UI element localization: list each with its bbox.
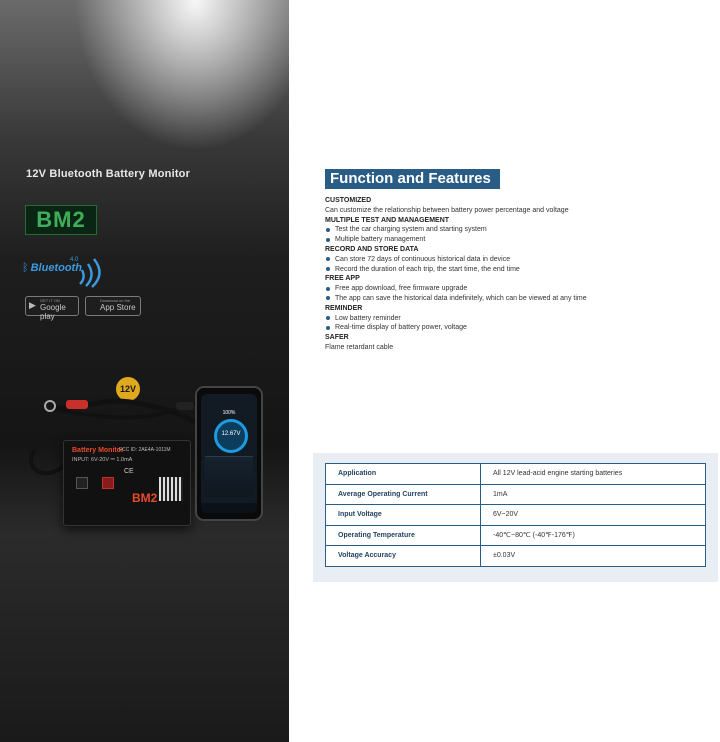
product-panel <box>0 0 289 742</box>
feature-section-title: REMINDER <box>325 304 363 312</box>
feature-bullet-item: Low battery reminder <box>325 314 715 324</box>
voltage-tag: 12V <box>116 377 140 401</box>
qr-code-icon <box>159 477 183 501</box>
spec-row <box>326 464 706 485</box>
negative-terminal-icon <box>76 477 88 489</box>
battery-monitor-device <box>63 440 191 526</box>
device-fcc: FCC ID: 2AE4A-1011M <box>119 447 171 453</box>
feature-section-title: RECORD AND STORE DATA <box>325 245 419 253</box>
feature-section-title: CUSTOMIZED <box>325 197 372 204</box>
spec-value: 1mA <box>481 484 706 505</box>
spec-row <box>326 484 706 505</box>
feature-bullet-item: Test the car charging system and starting system <box>325 225 715 235</box>
wireless-waves-icon <box>76 258 108 288</box>
spec-label: Voltage Accuracy <box>326 546 481 567</box>
spec-value: All 12V lead-acid engine starting batteries <box>481 464 706 485</box>
feature-bullet-item: Record the duration of each trip, the start time, the end time <box>325 265 715 275</box>
product-title: 12V Bluetooth Battery Monitor <box>26 168 191 180</box>
features-list <box>325 196 715 353</box>
device-model: BM2 <box>132 491 158 505</box>
feature-bullet-item: Can store 72 days of continuous historical data in device <box>325 255 715 265</box>
spec-value: 6V~20V <box>481 505 706 526</box>
voltage-graph <box>205 456 253 497</box>
feature-text: Can customize the relationship between battery power percentage and voltage <box>325 206 569 214</box>
spec-table <box>325 463 706 567</box>
device-brand: Battery Monitor <box>72 447 124 454</box>
spec-panel <box>313 453 718 582</box>
feature-section-title: FREE APP <box>325 275 360 283</box>
spec-row <box>326 546 706 567</box>
spec-label: Operating Temperature <box>326 525 481 546</box>
bluetooth-logo <box>22 262 82 274</box>
feature-bullet-item: Multiple battery management <box>325 235 715 245</box>
spec-label: Application <box>326 464 481 485</box>
google-play-badge[interactable]: ▶ GET IT ON Google play <box>25 296 79 316</box>
feature-bullet-item: Real-time display of battery power, voltage <box>325 323 715 333</box>
spec-label: Average Operating Current <box>326 484 481 505</box>
phone-mockup <box>195 386 263 521</box>
spec-row <box>326 525 706 546</box>
feature-text: Flame retardant cable <box>325 343 394 351</box>
voltage-gauge <box>214 419 248 453</box>
phone-nav-bar <box>201 503 257 513</box>
store-badges <box>25 296 141 321</box>
spec-value: -40℃~80℃ (-40℉-176℉) <box>481 525 706 546</box>
feature-bullet-item: Free app download, free firmware upgrade <box>325 284 715 294</box>
ce-mark: CE <box>124 468 134 475</box>
spec-value: ±0.03V <box>481 546 706 567</box>
spec-row <box>326 505 706 526</box>
feature-section-title: SAFER <box>325 334 349 342</box>
bm2-logo: BM2 <box>25 205 97 235</box>
device-input: INPUT: 6V-20V ⎓ 1.0mA <box>72 457 133 463</box>
feature-bullet-item: The app can save the historical data indefinitely, which can be viewed at any time <box>325 294 715 304</box>
battery-percent: 100% <box>222 410 236 416</box>
positive-terminal-icon <box>102 477 114 489</box>
bluetooth-label: Bluetooth <box>30 262 82 274</box>
google-play-icon: ▶ <box>29 300 36 310</box>
spec-label: Input Voltage <box>326 505 481 526</box>
phone-screen <box>201 394 257 513</box>
voltage-readout: 12.67V <box>221 431 241 437</box>
features-heading: Function and Features <box>325 169 500 189</box>
bluetooth-version: 4.0 <box>70 257 79 263</box>
feature-section-title: MULTIPLE TEST AND MANAGEMENT <box>325 216 450 224</box>
app-store-badge[interactable]: Download on the App Store <box>85 296 141 316</box>
bluetooth-icon: ᛒ <box>22 262 29 274</box>
